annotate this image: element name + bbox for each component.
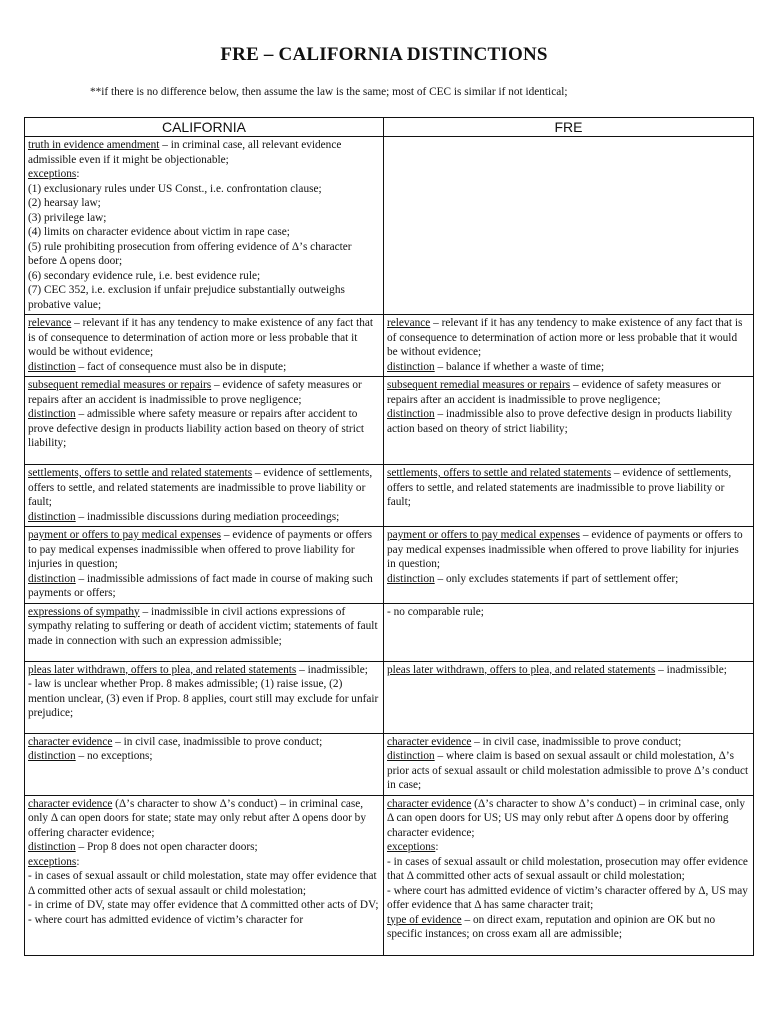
underlined-term: pleas later withdrawn, offers to plea, and related statements: [28, 663, 297, 676]
table-header-row: [25, 118, 754, 137]
cell-paragraph: [28, 572, 380, 601]
cell-paragraph: [387, 605, 750, 620]
table-row: [25, 795, 754, 955]
paragraph-text: (5) rule prohibiting prosecution from offering evidence of Δ’s character before Δ opens door;: [28, 240, 352, 267]
cell-paragraph: [387, 735, 750, 750]
paragraph-text: – in criminal case, all relevant evidence admissible even if it might be objectionable;: [28, 139, 342, 166]
cell-paragraph: [28, 360, 380, 375]
cell-paragraph: [28, 269, 380, 284]
paragraph-text: - law is unclear whether Prop. 8 makes admissible; (1) raise issue, (2) mention unclear, (3) even if Prop. 8 applies, court still may exclude for unfair prejudice;: [28, 678, 379, 719]
underlined-term: character evidence: [28, 797, 113, 810]
cell-paragraph: [387, 749, 750, 793]
cell-paragraph: [387, 316, 750, 360]
paragraph-text: – admissible where safety measure or repairs after accident to prove defective design in products liability action based on theory of strict liability;: [28, 408, 364, 449]
california-cell: [25, 733, 384, 795]
paragraph-text: – evidence of settlements, offers to settle, and related statements are inadmissible to prove liability or fault;: [28, 467, 373, 508]
cell-paragraph: [387, 884, 750, 913]
underlined-term: distinction: [28, 841, 76, 853]
cell-paragraph: [28, 225, 380, 240]
underlined-term: pleas later withdrawn, offers to plea, and related statements: [387, 663, 656, 676]
paragraph-text: - where court has admitted evidence of victim’s character for: [28, 913, 304, 926]
paragraph-text: – inadmissible also to prove defective design in products liability action based on theory of strict liability;: [387, 408, 733, 435]
table-row: [25, 137, 754, 315]
california-cell: [25, 465, 384, 527]
cell-paragraph: [387, 407, 750, 436]
underlined-term: distinction: [387, 750, 435, 762]
california-cell: [25, 603, 384, 661]
paragraph-text: :: [435, 841, 439, 853]
paragraph-text: - in crime of DV, state may offer evidence that Δ committed other acts of DV;: [28, 899, 379, 911]
table-row: [25, 465, 754, 527]
table-row: [25, 603, 754, 661]
table-body: [25, 137, 754, 956]
underlined-term: truth in evidence amendment: [28, 139, 160, 151]
cell-paragraph: [28, 196, 380, 211]
paragraph-text: – evidence of payments or offers to pay medical expenses inadmissible when offered to prove liability for injuries in question;: [28, 529, 373, 570]
paragraph-text: – inadmissible;: [296, 663, 368, 676]
paragraph-text: – only excludes statements if part of settlement offer;: [434, 572, 679, 585]
fre-cell: [384, 527, 754, 604]
paragraph-text: – inadmissible in civil actions expressions of sympathy relating to suffering or death of accident victim; statements of fault made in connection with such an expression admissible;: [28, 605, 378, 647]
underlined-term: character evidence: [387, 735, 472, 748]
paragraph-text: – evidence of settlements, offers to settle, and related statements are inadmissible to prove liability or fault;: [387, 467, 732, 508]
paragraph-text: – in civil case, inadmissible to prove conduct;: [112, 735, 323, 748]
paragraph-text: – evidence of payments or offers to pay medical expenses inadmissible when offered to prove liability for injuries in question;: [387, 529, 743, 570]
underlined-term: payment or offers to pay medical expenses: [28, 529, 222, 541]
underlined-term: distinction: [28, 572, 76, 585]
fre-cell: [384, 377, 754, 465]
underlined-term: payment or offers to pay medical expenses: [387, 529, 581, 541]
cell-paragraph: [387, 378, 750, 407]
fre-cell: [384, 661, 754, 733]
cell-paragraph: [387, 663, 750, 678]
california-cell: [25, 795, 384, 955]
column-header-california: CALIFORNIA: [25, 118, 384, 137]
paragraph-text: – no exceptions;: [75, 750, 153, 762]
cell-paragraph: [28, 182, 380, 197]
paragraph-text: :: [76, 855, 80, 868]
underlined-term: expressions of sympathy: [28, 605, 140, 618]
cell-paragraph: [28, 316, 380, 360]
paragraph-text: (3) privilege law;: [28, 211, 107, 224]
paragraph-text: (2) hearsay law;: [28, 197, 101, 209]
cell-paragraph: [28, 240, 380, 269]
paragraph-text: - no comparable rule;: [387, 605, 484, 618]
paragraph-text: – balance if whether a waste of time;: [434, 360, 605, 373]
cell-paragraph: [28, 677, 380, 721]
fre-cell: [384, 795, 754, 955]
california-cell: [25, 527, 384, 604]
fre-cell: [384, 465, 754, 527]
california-cell: [25, 377, 384, 465]
distinctions-table: [24, 117, 754, 956]
cell-paragraph: [387, 855, 750, 884]
cell-paragraph: [387, 572, 750, 587]
paragraph-text: – evidence of safety measures or repairs after an accident is inadmissible to prove negligence;: [387, 379, 721, 406]
underlined-term: distinction: [28, 408, 76, 420]
paragraph-text: – evidence of safety measures or repairs after an accident is inadmissible to prove negligence;: [28, 379, 362, 406]
paragraph-text: – where claim is based on sexual assault or child molestation, Δ’s prior acts of sexual assault or child molestation admissible to prove Δ’s conduct in case;: [387, 750, 749, 791]
cell-paragraph: [28, 283, 380, 312]
fre-cell: [384, 137, 754, 315]
cell-paragraph: [28, 605, 380, 649]
cell-paragraph: [28, 898, 380, 913]
cell-paragraph: [387, 840, 750, 855]
paragraph-text: – on direct exam, reputation and opinion are OK but no specific instances; on cross exam all are admissible;: [387, 913, 716, 940]
cell-paragraph: [28, 211, 380, 226]
california-cell: [25, 661, 384, 733]
page-title: FRE – CALIFORNIA DISTINCTIONS: [220, 44, 548, 65]
paragraph-text: – inadmissible admissions of fact made in course of making such payments or offers;: [28, 572, 373, 599]
underlined-term: distinction: [28, 360, 76, 373]
cell-paragraph: [28, 913, 380, 928]
cell-paragraph: [28, 663, 380, 678]
underlined-term: character evidence: [387, 797, 472, 810]
cell-paragraph: [28, 735, 380, 750]
underlined-term: distinction: [387, 408, 435, 420]
table-row: [25, 733, 754, 795]
underlined-term: exceptions: [28, 168, 77, 180]
california-cell: [25, 137, 384, 315]
paragraph-text: – relevant if it has any tendency to make existence of any fact that is of consequence to determination of action more or less probable that it would be without evidence;: [28, 317, 374, 358]
paragraph-text: - in cases of sexual assault or child molestation, prosecution may offer evidence that Δ committed other acts of sexual assault or child molestation;: [387, 855, 748, 882]
paragraph-text: – inadmissible;: [655, 663, 727, 676]
cell-paragraph: [28, 797, 380, 841]
table-row: [25, 661, 754, 733]
cell-paragraph: [387, 360, 750, 375]
fre-cell: [384, 733, 754, 795]
underlined-term: exceptions: [387, 841, 436, 853]
cell-paragraph: [28, 749, 380, 764]
paragraph-text: – Prop 8 does not open character doors;: [75, 841, 258, 853]
underlined-term: relevance: [387, 317, 431, 329]
underlined-term: settlements, offers to settle and related statements: [28, 467, 253, 479]
underlined-term: subsequent remedial measures or repairs: [28, 379, 212, 391]
underlined-term: distinction: [387, 572, 435, 585]
underlined-term: settlements, offers to settle and related statements: [387, 467, 612, 479]
paragraph-text: - where court has admitted evidence of victim’s character offered by Δ, US may offer evidence that Δ has same character trait;: [387, 884, 748, 911]
cell-paragraph: [28, 466, 380, 510]
paragraph-text: – fact of consequence must also be in dispute;: [75, 360, 287, 373]
paragraph-text: (4) limits on character evidence about victim in rape case;: [28, 226, 290, 238]
paragraph-text: (7) CEC 352, i.e. exclusion if unfair prejudice substantially outweighs probative value;: [28, 284, 345, 311]
cell-paragraph: [28, 407, 380, 451]
cell-paragraph: [387, 528, 750, 572]
underlined-term: distinction: [28, 510, 76, 523]
underlined-term: subsequent remedial measures or repairs: [387, 379, 571, 391]
table-row: [25, 527, 754, 604]
underlined-term: distinction: [387, 360, 435, 373]
cell-paragraph: [387, 797, 750, 841]
cell-paragraph: [28, 510, 380, 525]
paragraph-text: (Δ’s character to show Δ’s conduct) – in criminal case, only Δ can open doors for US; US may only rebut after Δ opens door by offering character evidence;: [387, 797, 745, 839]
cell-paragraph: [387, 913, 750, 942]
paragraph-text: – relevant if it has any tendency to make existence of any fact that is of consequence to determination of action more or less probable that it would be without evidence;: [387, 317, 743, 358]
table-row: [25, 315, 754, 377]
paragraph-text: (Δ’s character to show Δ’s conduct) – in criminal case, only Δ can open doors for state; state may only rebut after Δ opens door by offering character evidence;: [28, 797, 366, 839]
cell-paragraph: [387, 466, 750, 510]
fre-cell: [384, 603, 754, 661]
paragraph-text: (1) exclusionary rules under US Const., i.e. confrontation clause;: [28, 182, 322, 195]
underlined-term: character evidence: [28, 735, 113, 748]
cell-paragraph: [28, 855, 380, 870]
cell-paragraph: [28, 138, 380, 167]
fre-cell: [384, 315, 754, 377]
intro-note: **if there is no difference below, then assume the law is the same; most of CEC is similar if not identical;: [90, 86, 568, 98]
paragraph-text: – inadmissible discussions during mediation proceedings;: [75, 510, 340, 523]
paragraph-text: – in civil case, inadmissible to prove conduct;: [471, 735, 682, 748]
paragraph-text: (6) secondary evidence rule, i.e. best evidence rule;: [28, 269, 261, 282]
cell-paragraph: [28, 840, 380, 855]
paragraph-text: :: [76, 168, 80, 180]
table-row: [25, 377, 754, 465]
underlined-term: distinction: [28, 750, 76, 762]
cell-paragraph: [28, 167, 380, 182]
cell-paragraph: [28, 528, 380, 572]
column-header-fre: FRE: [384, 118, 754, 137]
cell-paragraph: [28, 378, 380, 407]
underlined-term: relevance: [28, 317, 72, 329]
cell-paragraph: [28, 869, 380, 898]
paragraph-text: - in cases of sexual assault or child molestation, state may offer evidence that Δ committed other acts of sexual assault or child molestation;: [28, 870, 377, 897]
california-cell: [25, 315, 384, 377]
underlined-term: type of evidence: [387, 913, 462, 926]
underlined-term: exceptions: [28, 855, 77, 868]
